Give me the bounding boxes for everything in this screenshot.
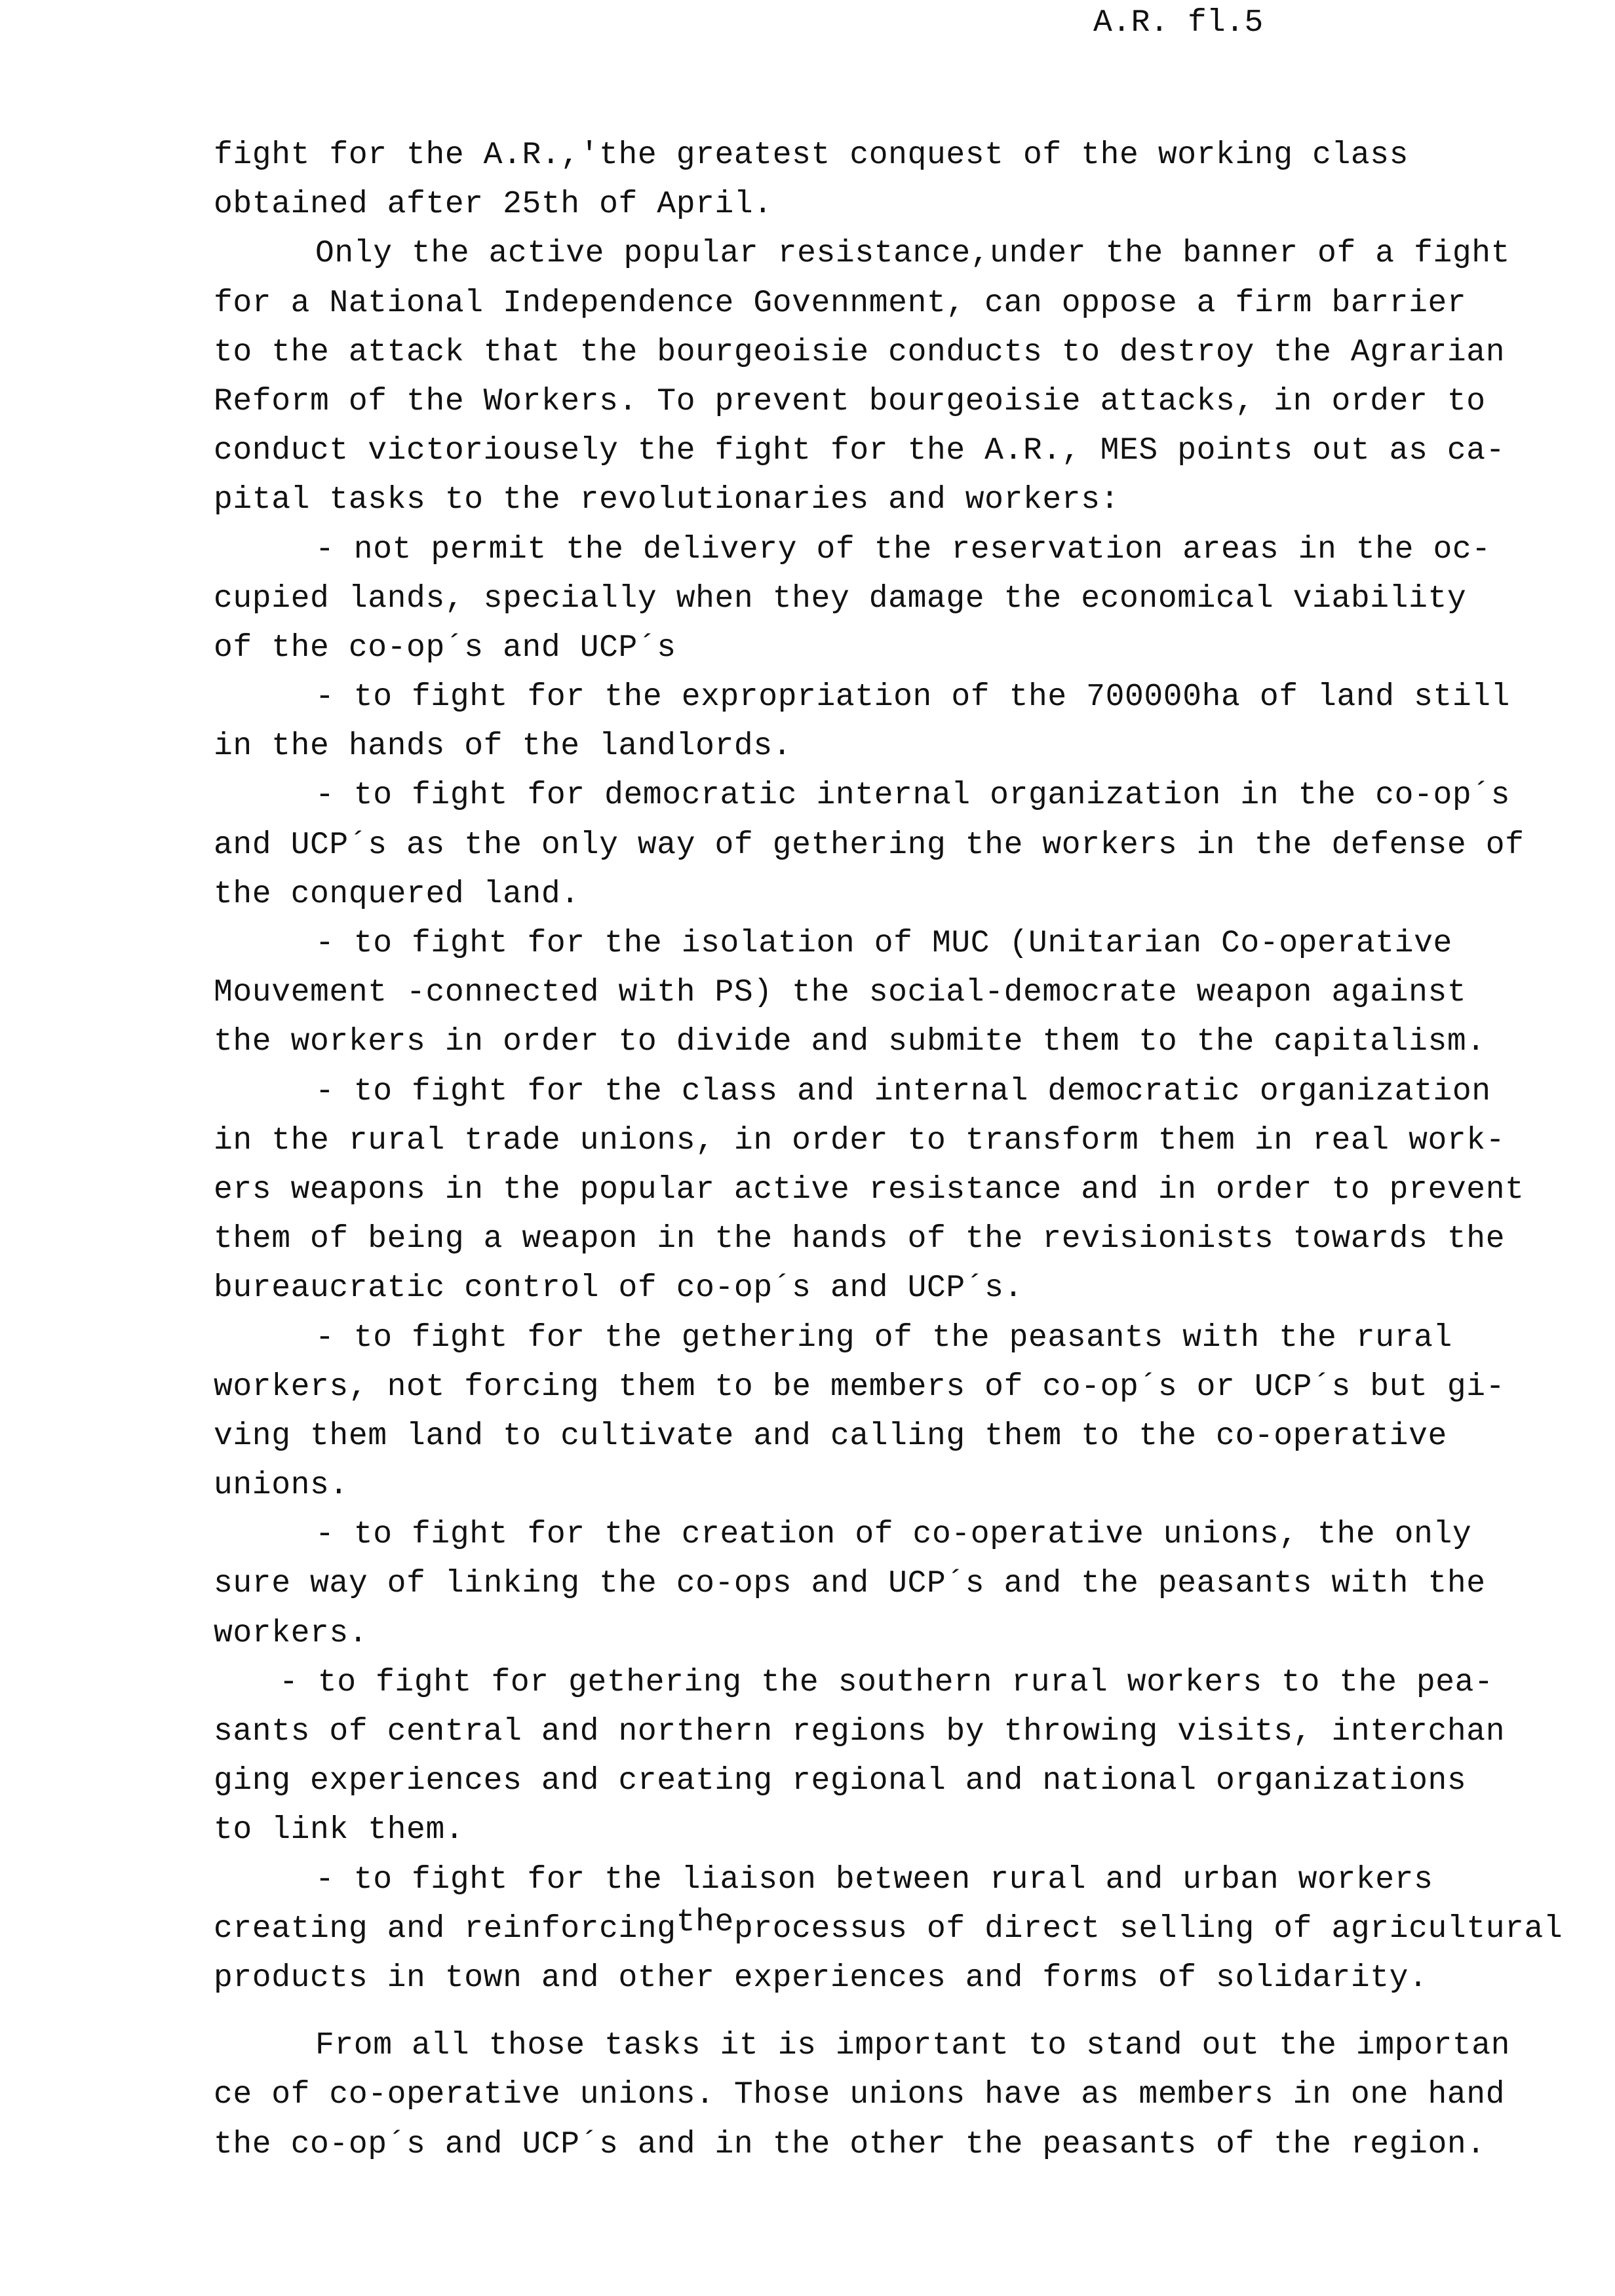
text-line: to the attack that the bourgeoisie conducts to destroy the Agrarian [214, 334, 1506, 370]
text-line: cupied lands, specially when they damage the economical viability [214, 581, 1467, 617]
paragraph-start: Only the active popular resistance,under the banner of a fight [315, 236, 1511, 272]
text-line: bureaucratic control of co-op´s and UCP´s. [214, 1271, 1023, 1307]
text-segment: processus of direct selling of agricultural [733, 1911, 1563, 1947]
text-line: the conquered land. [214, 876, 580, 912]
text-line: them of being a weapon in the hands of the revisionists towards the [214, 1221, 1506, 1257]
text-line: workers, not forcing them to be members of co-op´s or UCP´s but gi- [214, 1369, 1506, 1405]
list-item-start: - to fight for the liaison between rural and urban workers [315, 1862, 1433, 1898]
text-line: fight for the A.R.,'the greatest conquest of the working class [214, 138, 1409, 173]
text-segment: creating and reinforcing [214, 1911, 676, 1947]
page-header: A.R. fl.5 [1093, 5, 1264, 41]
list-item-start: - not permit the delivery of the reservation areas in the oc- [315, 531, 1491, 567]
text-line: sure way of linking the co-ops and UCP´s and the peasants with the [214, 1566, 1486, 1602]
text-line: of the co-op´s and UCP´s [214, 630, 676, 666]
text-line: ging experiences and creating regional and national organizations [214, 1763, 1467, 1799]
list-item-start: - to fight for the class and internal democratic organization [315, 1073, 1491, 1109]
text-line: pital tasks to the revolutionaries and workers: [214, 482, 1120, 518]
text-line: for a National Independence Govennment, can oppose a firm barrier [214, 285, 1467, 321]
text-line: in the hands of the landlords. [214, 729, 792, 765]
text-line: products in town and other experiences and forms of solidarity. [214, 1960, 1428, 1996]
text-line: to link them. [214, 1812, 465, 1848]
text-line [214, 1905, 1615, 1954]
text-line: conduct victoriousely the fight for the A.R., MES points out as ca- [214, 433, 1506, 469]
text-line: the co-op´s and UCP´s and in the other the peasants of the region. [214, 2126, 1486, 2162]
list-item-start: - to fight for gethering the southern rural workers to the pea- [279, 1664, 1494, 1700]
text-line: Reform of the Workers. To prevent bourgeoisie attacks, in order to [214, 383, 1486, 419]
text-line: ers weapons in the popular active resistance and in order to prevent [214, 1172, 1525, 1208]
list-item-start: - to fight for the creation of co-operative unions, the only [315, 1517, 1472, 1553]
document-body [214, 131, 1615, 2170]
text-line: ce of co-operative unions. Those unions have as members in one hand [214, 2077, 1506, 2113]
text-line: in the rural trade unions, in order to transform them in real work- [214, 1122, 1506, 1158]
text-line: the workers in order to divide and submite them to the capitalism. [214, 1024, 1486, 1060]
list-item-start: - to fight for the isolation of MUC (Unitarian Co-operative [315, 926, 1452, 961]
text-line: Mouvement -connected with PS) the social-democrate weapon against [214, 975, 1467, 1011]
superscript-insertion: the [676, 1904, 734, 1940]
list-item-start: - to fight for the expropriation of the 700000ha of land still [315, 679, 1511, 716]
text-line: workers. [214, 1615, 368, 1651]
list-item-start: - to fight for the gethering of the peasants with the rural [315, 1320, 1452, 1356]
text-line: unions. [214, 1468, 349, 1504]
text-line: and UCP´s as the only way of gethering the workers in the defense of [214, 827, 1525, 863]
list-item-start: - to fight for democratic internal organization in the co-op´s [315, 778, 1511, 814]
text-line: sants of central and northern regions by throwing visits, interchan [214, 1714, 1506, 1750]
text-line: ving them land to cultivate and calling them to the co-operative [214, 1418, 1447, 1454]
text-line: obtained after 25th of April. [214, 187, 773, 223]
paragraph-start: From all those tasks it is important to stand out the importan [315, 2028, 1511, 2064]
